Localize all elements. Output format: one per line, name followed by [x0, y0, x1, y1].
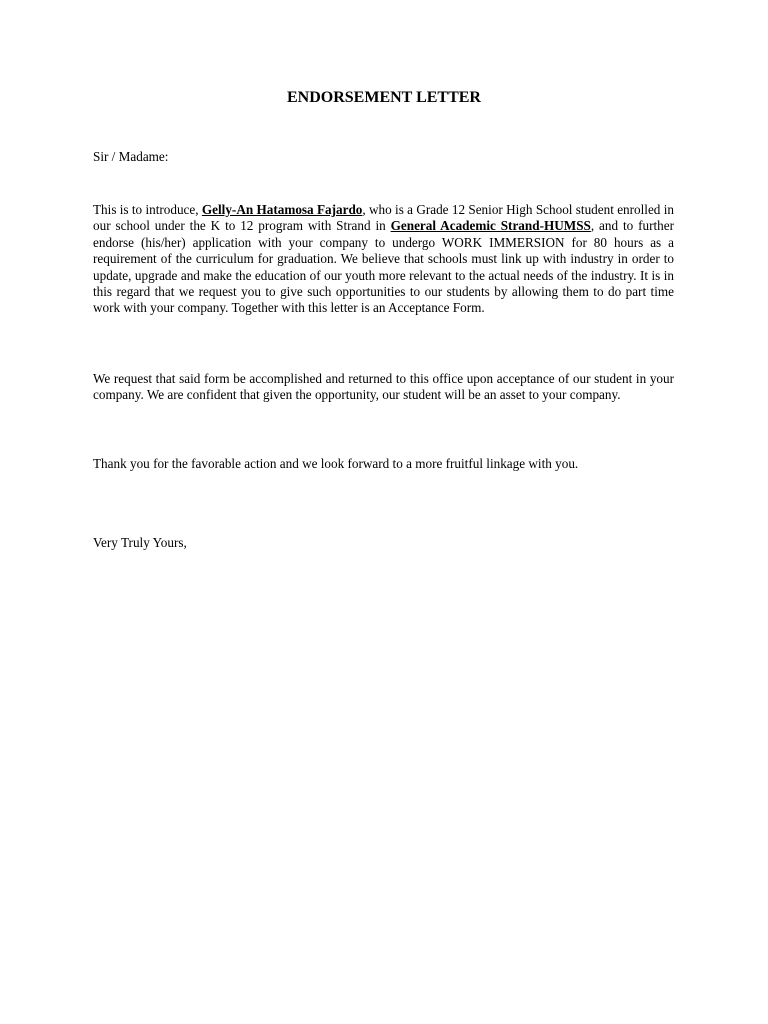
middle-text: , who is a Grade 12 Senior High School student enrolled in our school under the K to 12 program with Strand in	[93, 202, 674, 234]
intro-text: This is to introduce,	[93, 202, 202, 217]
strand-name: General Academic Strand-HUMSS	[390, 218, 591, 234]
rest-text: , and to further endorse (his/her) application with your company to undergo WORK IMMERSION for 80 hours as a requirement of the curriculum for graduation. We believe that schools must link up with industry in order to update, upgrade and make the education of our youth more relevant to the actual needs of the industry. It is in this regard that we request you to give such opportunities to our students by allowing them to do part time work with your company. Together with this letter is an Acceptance Form.	[93, 218, 674, 316]
letter-title: ENDORSEMENT LETTER	[287, 89, 481, 106]
salutation: Sir / Madame:	[93, 149, 169, 164]
paragraph-introduction	[93, 202, 674, 317]
paragraph-request: We request that said form be accomplished and returned to this office upon acceptance of our student in your company. We are confident that given the opportunity, our student will be an asset to your company.	[93, 371, 674, 403]
paragraph-thanks: Thank you for the favorable action and we look forward to a more fruitful linkage with you.	[93, 456, 579, 471]
student-name: Gelly-An Hatamosa Fajardo	[201, 202, 363, 217]
closing: Very Truly Yours,	[93, 535, 187, 550]
